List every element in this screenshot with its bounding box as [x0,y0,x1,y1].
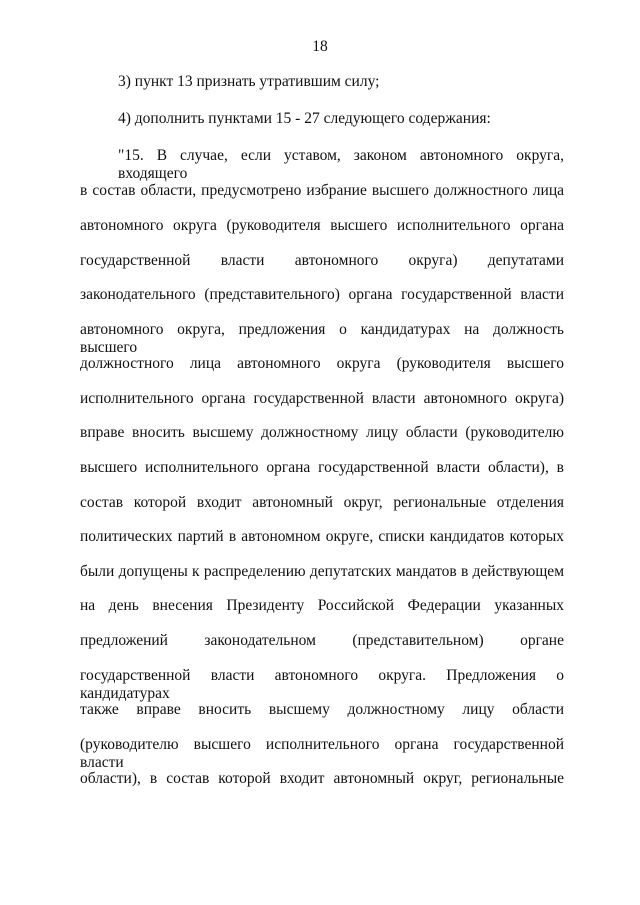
paragraph-line: исполнительного органа государственной власти автономного округа) [80,390,564,407]
paragraph-line: (руководителю высшего исполнительного органа государственной власти [80,736,564,771]
paragraph-line: в состав области, предусмотрено избрание высшего должностного лица [80,182,564,199]
paragraph-line: предложений законодательном (представительном) органе [80,632,564,649]
paragraph-line: государственной власти автономного округа) депутатами [80,252,564,269]
paragraph-line: высшего исполнительного органа государственной власти области), в [80,459,564,476]
paragraph-line: на день внесения Президенту Российской Федерации указанных [80,597,564,614]
list-item-4: 4) дополнить пунктами 15 - 27 следующего содержания: [118,110,491,127]
list-item-3: 3) пункт 13 признать утратившим силу; [118,73,380,90]
paragraph-line: также вправе вносить высшему должностному лицу области [80,701,564,718]
paragraph-15-line-1: "15. В случае, если уставом, законом автономного округа, входящего [118,147,564,182]
paragraph-line: государственной власти автономного округа. Предложения о кандидатурах [80,667,564,702]
paragraph-line: вправе вносить высшему должностному лицу области (руководителю [80,424,564,441]
paragraph-line: состав которой входит автономный округ, региональные отделения [80,494,564,511]
paragraph-line: должностного лица автономного округа (руководителя высшего [80,355,564,372]
paragraph-line: автономного округа, предложения о кандидатурах на должность высшего [80,321,564,356]
paragraph-line: автономного округа (руководителя высшего исполнительного органа [80,217,564,234]
paragraph-line: политических партий в автономном округе, списки кандидатов которых [80,528,564,545]
page-number: 18 [312,38,328,55]
paragraph-line: области), в состав которой входит автономный округ, региональные [80,770,564,787]
paragraph-line: законодательного (представительного) органа государственной власти [80,286,564,303]
paragraph-line: были допущены к распределению депутатских мандатов в действующем [80,563,564,580]
